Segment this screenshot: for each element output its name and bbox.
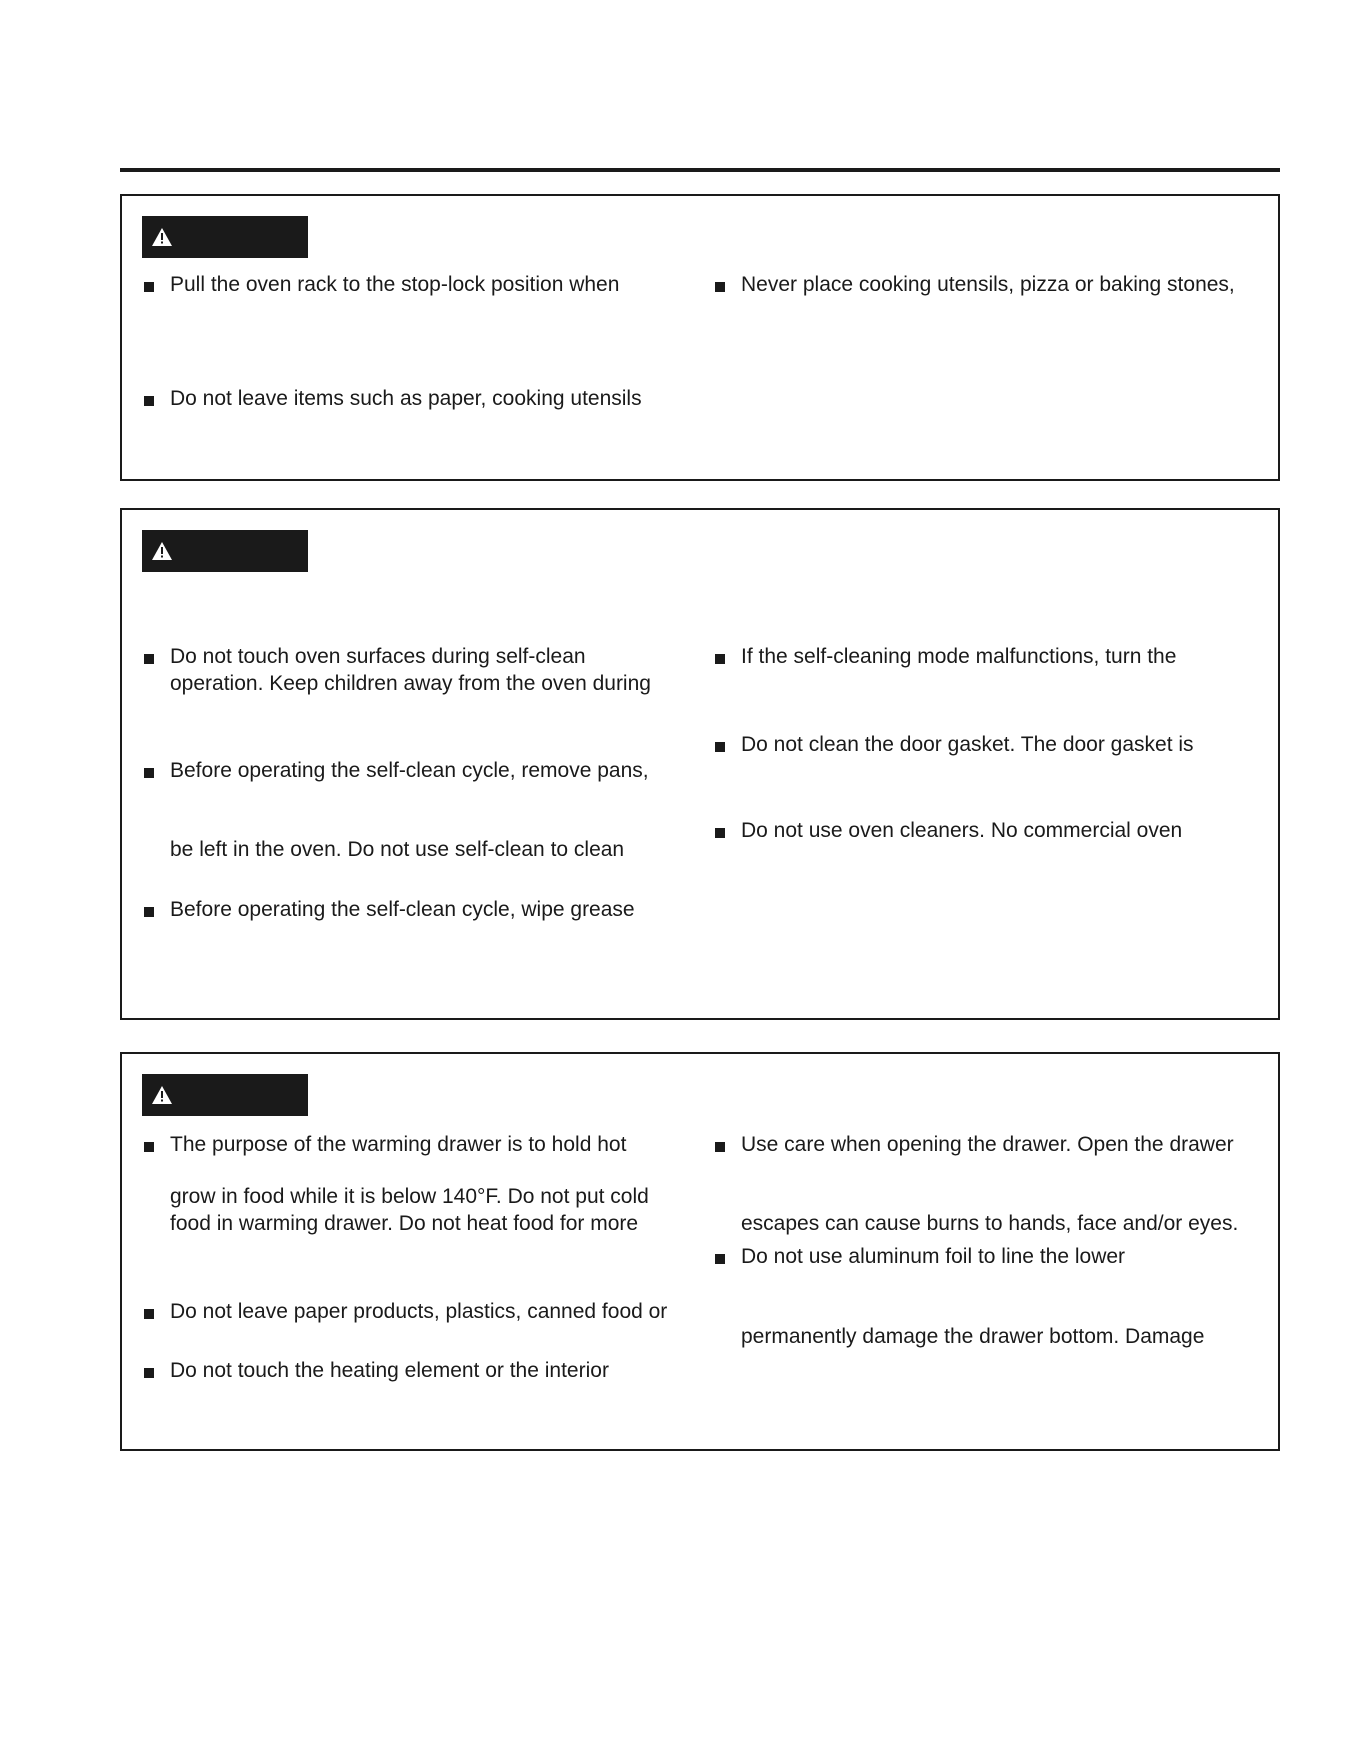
- bullet-icon: [144, 1368, 154, 1378]
- bullet-icon: [144, 907, 154, 917]
- bullet-text: Do not leave items such as paper, cooking utensils: [170, 387, 642, 410]
- bullet-text: Pull the oven rack to the stop-lock position when: [170, 273, 620, 296]
- bullet-text-continued: operation. Keep children away from the oven during: [170, 672, 651, 695]
- warning-badge: [142, 216, 308, 258]
- header-rule: [120, 168, 1280, 172]
- warning-badge: [142, 530, 308, 572]
- bullet-icon: [715, 282, 725, 292]
- warning-badge: [142, 1074, 308, 1116]
- bullet-icon: [144, 396, 154, 406]
- bullet-icon: [144, 282, 154, 292]
- bullet-text-continued: food in warming drawer. Do not heat food for more: [170, 1212, 639, 1235]
- bullet-icon: [144, 768, 154, 778]
- warning-box-self-clean: [120, 508, 1280, 1020]
- bullet-icon: [715, 654, 725, 664]
- bullet-text: Do not clean the door gasket. The door gasket is: [741, 733, 1194, 756]
- bullet-text: Before operating the self-clean cycle, remove pans,: [170, 759, 649, 782]
- bullet-icon: [144, 1309, 154, 1319]
- warning-triangle-icon: [152, 228, 172, 246]
- bullet-text: Do not touch the heating element or the interior: [170, 1359, 609, 1382]
- bullet-icon: [715, 828, 725, 838]
- bullet-text: Do not touch oven surfaces during self-clean: [170, 645, 586, 668]
- bullet-text-continued: be left in the oven. Do not use self-clean to clean: [170, 838, 625, 861]
- bullet-text: Do not leave paper products, plastics, canned food or: [170, 1300, 668, 1323]
- bullet-icon: [144, 1142, 154, 1152]
- bullet-text: If the self-cleaning mode malfunctions, turn the: [741, 645, 1177, 668]
- bullet-text: Do not use oven cleaners. No commercial oven: [741, 819, 1183, 842]
- warning-triangle-icon: [152, 1086, 172, 1104]
- warning-box-oven-racks: [120, 194, 1280, 481]
- warning-box-warming-drawer: [120, 1052, 1280, 1451]
- bullet-icon: [144, 654, 154, 664]
- bullet-icon: [715, 1254, 725, 1264]
- bullet-text-continued: permanently damage the drawer bottom. Damage: [741, 1325, 1205, 1348]
- bullet-text: Do not use aluminum foil to line the lower: [741, 1245, 1126, 1268]
- bullet-text-continued: escapes can cause burns to hands, face and/or eyes.: [741, 1212, 1239, 1235]
- bullet-text: Use care when opening the drawer. Open the drawer: [741, 1133, 1234, 1156]
- bullet-text-continued: grow in food while it is below 140°F. Do not put cold: [170, 1185, 649, 1208]
- bullet-icon: [715, 742, 725, 752]
- warning-triangle-icon: [152, 542, 172, 560]
- bullet-text: Never place cooking utensils, pizza or baking stones,: [741, 273, 1235, 296]
- bullet-icon: [715, 1142, 725, 1152]
- bullet-text: Before operating the self-clean cycle, wipe grease: [170, 898, 635, 921]
- bullet-text: The purpose of the warming drawer is to hold hot: [170, 1133, 627, 1156]
